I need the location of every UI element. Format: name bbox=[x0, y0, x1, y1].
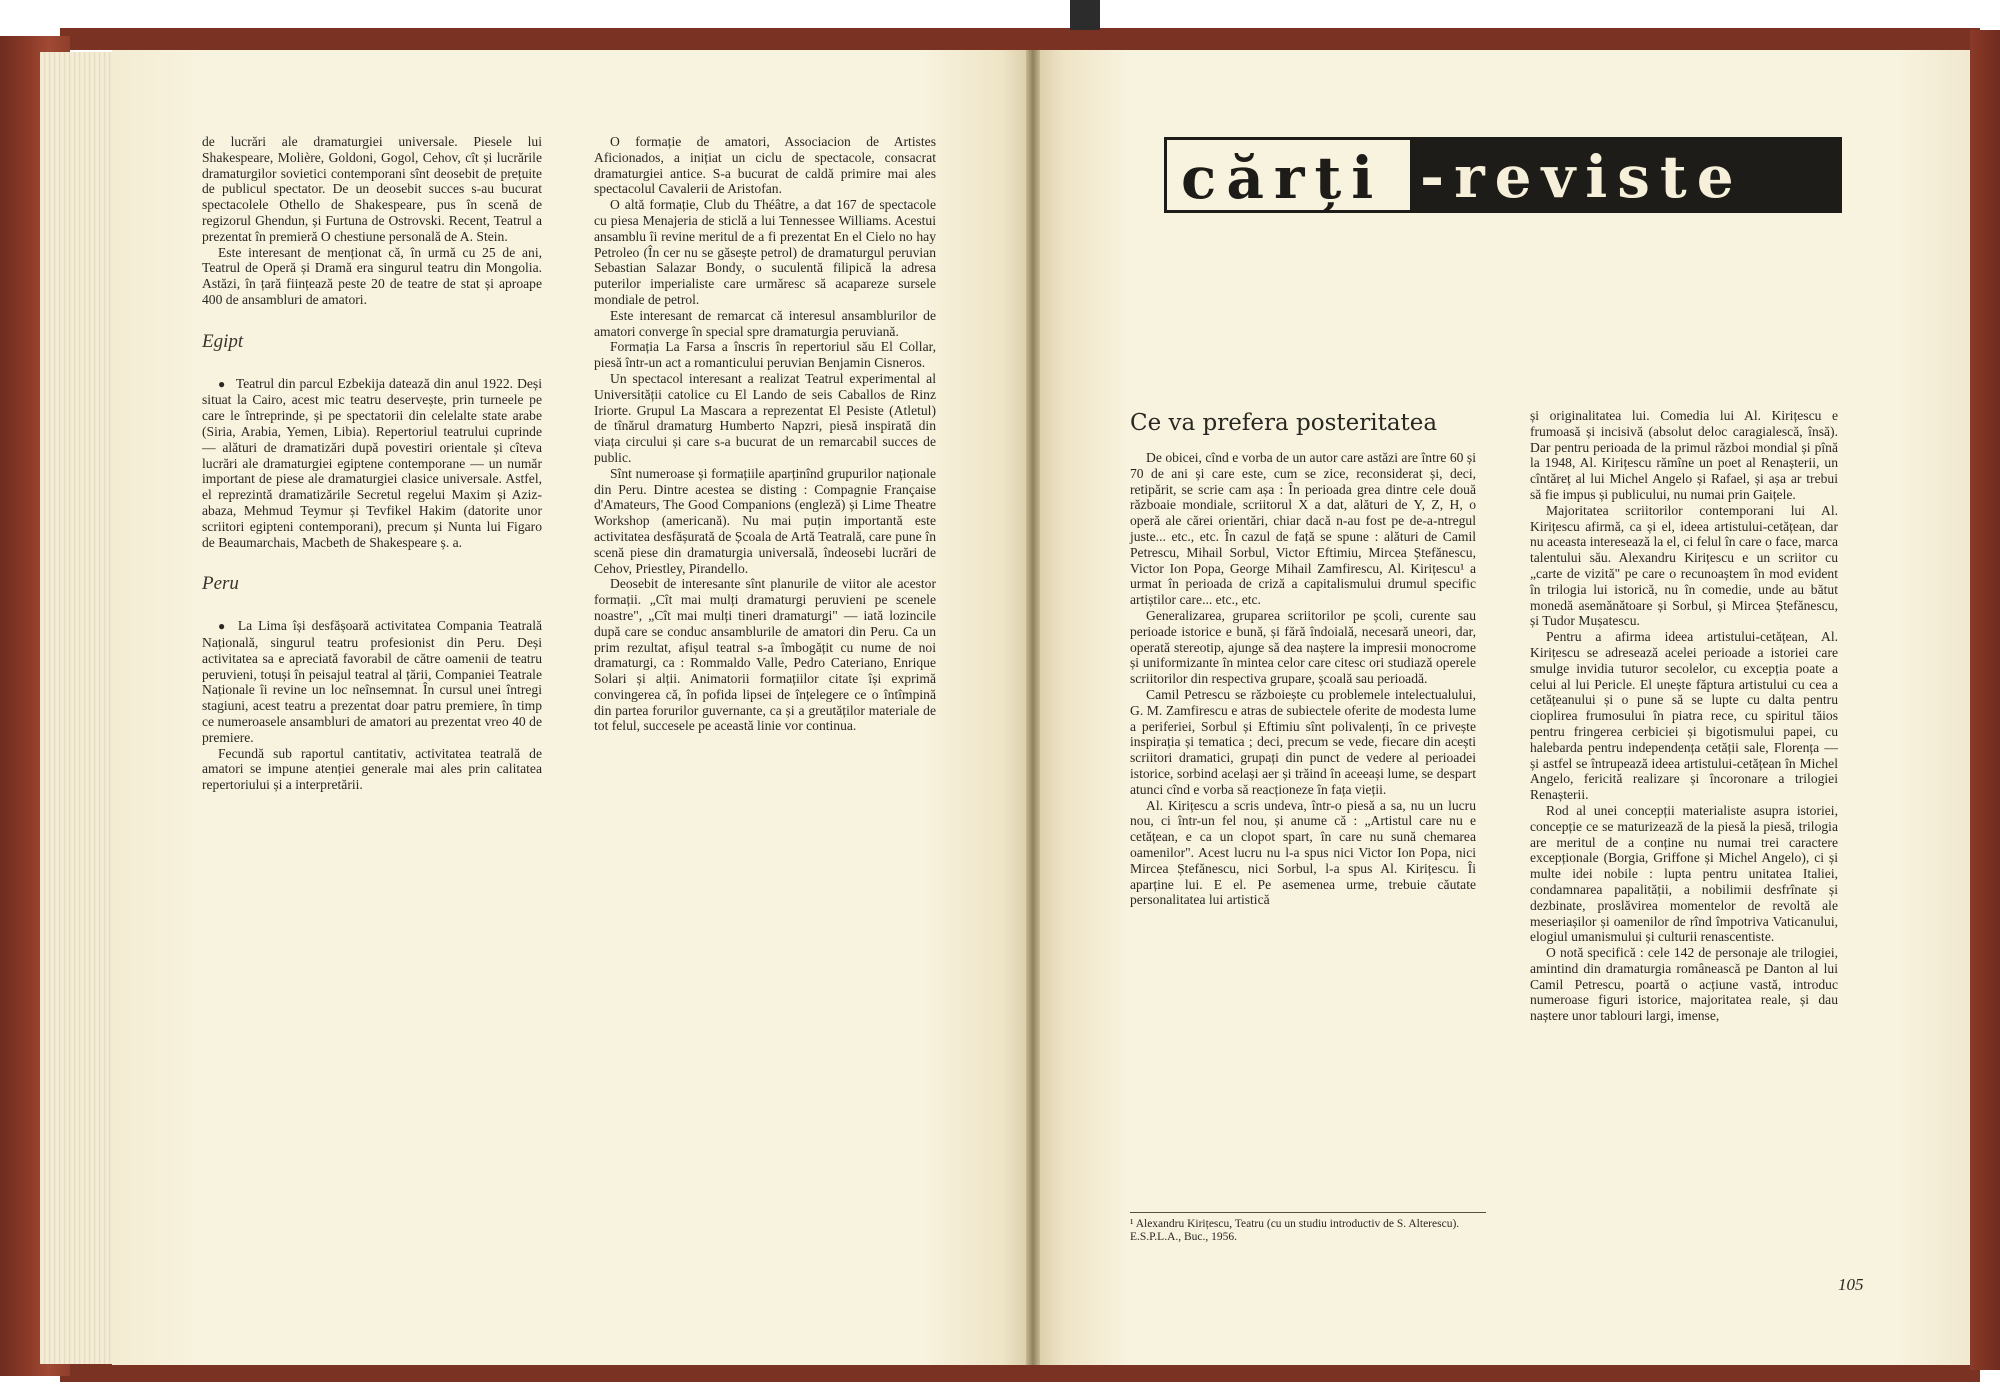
paragraph: Camil Petrescu se războiește cu problemele intelectualului, G. M. Zamfirescu e atras de subiectele oferite de modesta lume a periferiei, Sorbul și Eftimiu sînt polivalenți, în ce privește inspirația și tematica ; deci, precum se vede, fiecare din acești scriitori dramatici, grupați din punct de vedere al perioadei istorice, sorbind același aer și trăind în aceeași lume, se despart atunci cînd e vorba să reacționeze în fața vieții. bbox=[1130, 686, 1476, 797]
paragraph bbox=[202, 376, 542, 551]
article-title: Ce va prefera posteritatea bbox=[1130, 410, 1438, 436]
paragraph: Este interesant de remarcat că interesul ansamblurilor de amatori converge în special spre dramaturgia peruviană. bbox=[594, 307, 936, 339]
right-page-column-1 bbox=[1130, 450, 1476, 908]
paragraph: de lucrări ale dramaturgiei universale. Piesele lui Shakespeare, Molière, Goldoni, Gogol, Cehov, cît și lucrările dramaturgilor sovietici contemporani sînt deosebit de prețuite de publicul spectator. De un deosebit succes s-au bucurat spectacolele Othello de Shakespeare, pus în scenă de regizorul Ghendun, și Furtuna de Ostrovski. Recent, Teatrul a prezentat în premieră O chestiune personală de A. Stein. bbox=[202, 134, 542, 244]
marker-tab bbox=[1070, 0, 1100, 30]
book-cover-top bbox=[60, 28, 1980, 50]
paragraph: Pentru a afirma ideea artistului-cetățean, Al. Kirițescu se adresează acelei perioade a istoriei care smulge invidia tuturor secolelor, cu excepția poate a celui al lui Pericle. El unește făptura artistului cu cea a cetățeanului și o pune să se lupte cu dalta pentru cioplirea frumosului în piatra rece, cu spiritul tăios pentru fringerea cerbiciei și bigotismului papei, cu halebarda pentru independența cetății sale, Florența — și astfel se întrupează ideea artistului-cetățean în Michel Angelo, fericită realizare și încoronare a trilogiei Renașterii. bbox=[1530, 629, 1838, 803]
paragraph: O formație de amatori, Associacion de Artistes Aficionados, a inițiat un ciclu de spectacole, consacrat dramaturgiei antice. S-a bucurat de caldă primire mai ales spectacolul Cavalerii de Aristofan. bbox=[594, 134, 936, 197]
left-page-column-2 bbox=[594, 134, 936, 734]
paragraph: Fecundă sub raportul cantitativ, activitatea teatrală de amatori se impune atenției generale mai ales prin calitatea repertoriului și a interpretării. bbox=[202, 745, 542, 793]
paragraph: Al. Kirițescu a scris undeva, într-o piesă a sa, nu un lucru nou, ci într-un fel nou, și anume că : „Artistul care nu e cetățean, e ca un clopot spart, în care nu sună chemarea oamenilor". Acest lucru nu l-a spus nici Victor Ion Popa, nici Mircea Ștefănescu, nici Sorbul, l-a spus Al. Kirițescu. Îi aparține lui. E el. Pe asemenea urme, trebuie căutate personalitatea lui artistică bbox=[1130, 797, 1476, 908]
paragraph: Generalizarea, gruparea scriitorilor pe școli, curente sau perioade istorice e bună, și fără îndoială, necesară uneori, dar, operată stereotip, ajunge să dea naștere la impresii monocrome și uniformizante în mintea celor care citesc ori studiază operele scriitorilor din respectiva grupare, școală sau perioadă. bbox=[1130, 607, 1476, 687]
footnote: ¹ Alexandru Kirițescu, Teatru (cu un studiu introductiv de S. Alterescu). E.S.P.L.A., Buc., 1956. bbox=[1130, 1212, 1486, 1244]
section-heading-egipt: Egipt bbox=[202, 330, 244, 352]
paragraph: Un spectacol interesant a realizat Teatrul experimental al Universității catolice cu El Lando de seis Caballos de Rinz Iriorte. Grupul La Mascara a reprezentat El Pesiste (Atletul) de tînărul dramaturg Humberto Napzri, piesă inspirată din viața circului și care s-a bucurat de un remarcabil succes de public. bbox=[594, 370, 936, 465]
paragraph: De obicei, cînd e vorba de un autor care astăzi are între 60 și 70 de ani și care este, cum se zice, reconsiderat și, deci, retipărit, se scrie cam așa : În perioada grea dintre cele două războaie mondiale, scriitorul X a dat, alături de Y, Z, H, o operă ale cărei orientări, chiar dacă n-au fost pe de-a-ntregul juste... etc., etc. În cazul de față se spune : alături de Camil Petrescu, Mihail Sorbul, Victor Eftimiu, Mircea Ștefănescu, Victor Ion Popa, George Mihail Zamfirescu, Al. Kirițescu¹ a urmat în perioada de criză a capitalismului drumul specific artiștilor care... etc., etc. bbox=[1130, 450, 1476, 608]
paragraph: Formația La Farsa a înscris în repertoriul său El Collar, piesă într-un act a romanticului peruvian Benjamin Cisneros. bbox=[594, 339, 936, 371]
bullet-icon bbox=[218, 618, 238, 633]
paragraph bbox=[202, 618, 542, 745]
page-number: 105 bbox=[1838, 1275, 1864, 1294]
paragraph: Majoritatea scriitorilor contemporani lui Al. Kirițescu afirmă, ca și el, ideea artistului-cetățean, dar nu aceasta interesează la el, ci felul în care o face, marca talentului său. Alexandru Kirițescu e un scriitor cu „carte de vizită" pe care o recunoaștem în mod evident în trilogia lui istorică, nu în comedie, unde au bătut monedă asemănătoare și Sorbul, și Mircea Ștefănescu, și Tudor Mușatescu. bbox=[1530, 502, 1838, 629]
paragraph-text: La Lima își desfășoară activitatea Compania Teatrală Națională, singurul teatru profesionist din Peru. Deși activitatea sa e apreciată favorabil de către oamenii de teatru peruvieni, totuși în peisajul teatral al țării, Companiei Teatrale Naționale îi revine un loc neînsemnat. În cursul unei întregi stagiuni, acest teatru a prezentat doar patru premiere, în timp ce numeroasele ansambluri de amatori au prezentat vreo 40 de premiere. bbox=[202, 618, 543, 745]
paragraph: și originalitatea lui. Comedia lui Al. Kirițescu e frumoasă și incisivă (absolut deloc caragialescă, însă). Dar pentru perioada de la primul război mondial și pînă la 1948, Al. Kirițescu rămîne un poet al Renașterii, un cîntăreț al lui Michel Angelo și Rafael, și așa ar trebui să fie impus și publicului, nu numai prin Gaițele. bbox=[1530, 408, 1838, 502]
section-title-box bbox=[1164, 137, 1842, 213]
page-stack-edge bbox=[40, 52, 120, 1364]
paragraph: O altă formație, Club du Théâtre, a dat 167 de spectacole cu piesa Menajeria de sticlă a lui Tennessee Williams. Acestui ansamblu îi revine meritul de a fi prezentat En el Cielo no hay Petroleo (În cer nu se găsește petrol) de dramaturgul peruvian Sebastian Salazar Bondy, o suculentă filipică la adresa puterilor imperialiste care urmăresc să acapareze sursele mondiale de petrol. bbox=[594, 197, 936, 307]
paragraph: Rod al unei concepții materialiste asupra istoriei, concepție ce se maturizează de la piesă la piesă, trilogia are meritul de a conține nu numai trei caractere excepționale (Borgia, Griffone și Michel Angelo), ci și multe idei nobile : lupta pentru unitatea Italiei, condamnarea papalității, a nobilimii desfrînate și dezbinate, proslăvirea momentelor de revoltă ale meseriașilor și oamenilor de rînd împotriva Vaticanului, elogiul umanismului și culturii renascentiste. bbox=[1530, 802, 1838, 945]
section-heading-peru: Peru bbox=[202, 573, 239, 595]
left-page-column-1 bbox=[202, 134, 542, 793]
book-cover-right bbox=[1970, 30, 2000, 1370]
paragraph-text: Teatrul din parcul Ezbekija datează din anul 1922. Deși situat la Cairo, acest mic teatru deservește, prin turneele pe care le întreprinde, și pe spectatorii din celelalte state arabe (Siria, Arabia, Yemen, Libia). Repertoriul teatrului cuprinde — alături de dramatizări după povestiri orientale și cîteva lucrări ale dramaturgiei egiptene contemporane — un număr important de piese ale dramaturgiei clasice universale. Astfel, el reprezintă dramatizările Secretul regelui Maxim și Aziz-abaza, Mehmud Teymur și Tevfikel Hakim (datorite unor scriitori egipteni contemporani), precum și Nunta lui Figaro de Beaumarchais, Macbeth de Shakespeare ș. a. bbox=[202, 375, 542, 550]
right-page-column-2 bbox=[1530, 408, 1838, 1024]
section-title-reviste-block bbox=[1410, 137, 1842, 213]
paragraph: Sînt numeroase și formațiile aparținînd grupurilor naționale din Peru. Dintre acestea se disting : Compagnie Française d'Amateurs, The Good Companions (engleză) și Lime Theatre Workshop (americană). Nu mai puțin importantă este activitatea desfășurată de Școala de Artă Teatrală, care pune în scenă piese din dramaturgia universală, îndeosebi lucrări de Cehov, Priestley, Pirandello. bbox=[594, 465, 936, 576]
section-title-reviste: -reviste bbox=[1420, 143, 1744, 211]
paragraph: O notă specifică : cele 142 de personaje ale trilogiei, amintind din dramaturgia românească pe Danton al lui Camil Petrescu, poartă o acțiune vastă, introduc numeroase figuri istorice, majoritatea reale, și dau naștere unor tablouri largi, imense, bbox=[1530, 945, 1838, 1024]
bullet-icon bbox=[218, 376, 236, 391]
paragraph: Este interesant de menționat că, în urmă cu 25 de ani, Teatrul de Operă și Dramă era singurul teatru din Mongolia. Astăzi, în țară ființează peste 20 de teatre de stat și aproape 400 de ansambluri de amatori. bbox=[202, 244, 542, 307]
book-gutter bbox=[1026, 50, 1040, 1365]
paragraph: Deosebit de interesante sînt planurile de viitor ale acestor formații. „Cît mai mulți dramaturgi peruvieni pe scenele noastre", „Cît mai mulți tineri dramaturgi" — iată lozincile după care se conduc ansamblurile de amatori din Peru. Ca un prim rezultat, afișul teatral s-a îmbogățit cu nume de noi dramaturgi, ca : Rommaldo Valle, Pedro Cateriano, Enrique Solari și alții. Animatorii formațiilor citate își exprimă convingerea că, în pofida lipsei de înțelegere ce o întîmpină din partea forurilor guvernante, ca și a greutăților materiale de tot felul, succesele pe această linie vor continua. bbox=[594, 576, 936, 734]
section-title-carti: cărți bbox=[1181, 144, 1384, 212]
